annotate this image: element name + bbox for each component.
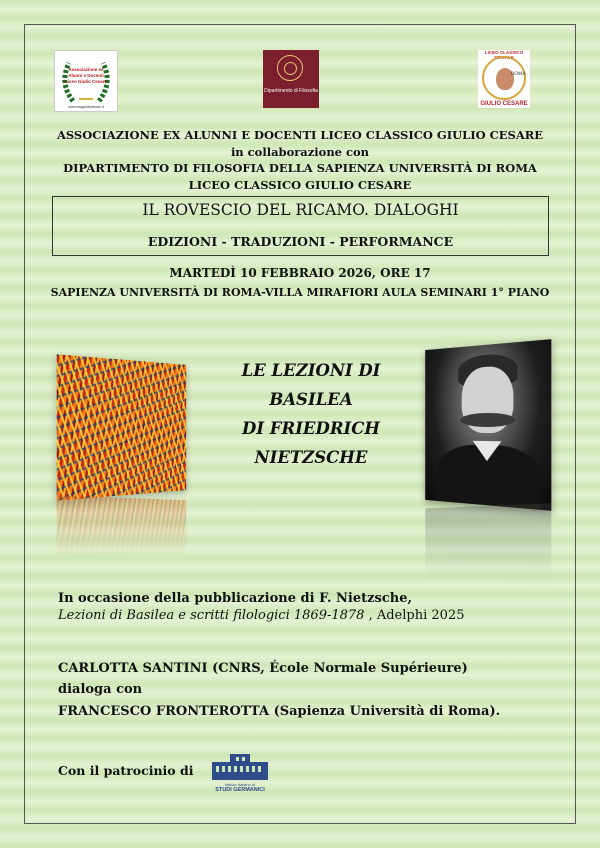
series-subtitle: EDIZIONI - TRADUZIONI - PERFORMANCE (147, 234, 454, 249)
event-location: SAPIENZA UNIVERSITÀ DI ROMA-VILLA MIRAFIORI AULA SEMINARI 1° PIANO (50, 286, 550, 299)
sapienza-seal-icon (277, 55, 303, 81)
header-association: ASSOCIAZIONE EX ALUNNI E DOCENTI LICEO CLASSICO GIULIO CESARE (56, 128, 544, 142)
lecture-title-line1: LE LEZIONI DI (241, 361, 381, 380)
caesar-bust-icon (482, 56, 526, 100)
lecture-title-line4: NIETZSCHE (254, 448, 368, 467)
patronage-label: Con il patrocinio di (58, 763, 194, 778)
header-department: DIPARTIMENTO DI FILOSOFIA DELLA SAPIENZA UNIVERSITÀ DI ROMA (63, 161, 537, 175)
department-logo-text: Dipartimento di Filosofia (264, 88, 318, 94)
association-logo-text: Associazione ex Alunni e Docenti Liceo Giulio Cesare (65, 67, 108, 84)
liceo-logo-roma: ROMA (510, 72, 526, 77)
embroidery-image (57, 354, 187, 500)
liceo-logo-name: GIULIO CESARE (480, 101, 528, 107)
isg-logo-text (208, 782, 272, 793)
event-date: MARTEDÌ 10 FEBBRAIO 2026, ORE 17 (169, 266, 431, 280)
series-title-box (52, 196, 549, 256)
association-logo-url: www.exagiuliocesare.it (68, 105, 104, 109)
lecture-title (236, 356, 386, 472)
speaker-santini: CARLOTTA SANTINI (CNRS, École Normale Supérieure) (58, 661, 468, 676)
isg-logo-line1: Istituto Italiano di (224, 782, 256, 787)
department-logo (263, 50, 319, 108)
lecture-title-line3: DI FRIEDRICH (242, 419, 380, 438)
lecture-title-line2: BASILEA (269, 390, 353, 409)
series-title: IL ROVESCIO DEL RICAMO. DIALOGHI (142, 201, 459, 219)
isg-logo (208, 752, 272, 796)
association-logo (54, 50, 118, 112)
nietzsche-portrait (425, 339, 551, 511)
dialogue-connector: dialoga con (58, 682, 143, 697)
liceo-logo (478, 50, 530, 108)
embroidery-image-reflection (57, 496, 187, 559)
occasion-text: In occasione della pubblicazione di F. Nietzsche, (58, 591, 413, 606)
header-liceo: LICEO CLASSICO GIULIO CESARE (188, 178, 412, 192)
book-citation (58, 608, 464, 623)
speaker-fronterotta: FRANCESCO FRONTEROTTA (Sapienza Università di Roma). (58, 704, 501, 719)
villa-building-icon (208, 752, 272, 782)
book-publisher: , Adelphi 2025 (364, 608, 465, 623)
book-title: Lezioni di Basilea e scritti filologici 1869-1878 (58, 608, 365, 623)
liceo-logo-arc-text: LICEO CLASSICO STATALE (484, 50, 524, 60)
nietzsche-portrait-reflection (425, 503, 551, 585)
isg-logo-line2: STUDI GERMANICI (215, 787, 265, 793)
header-collaboration: in collaborazione con (230, 145, 370, 159)
